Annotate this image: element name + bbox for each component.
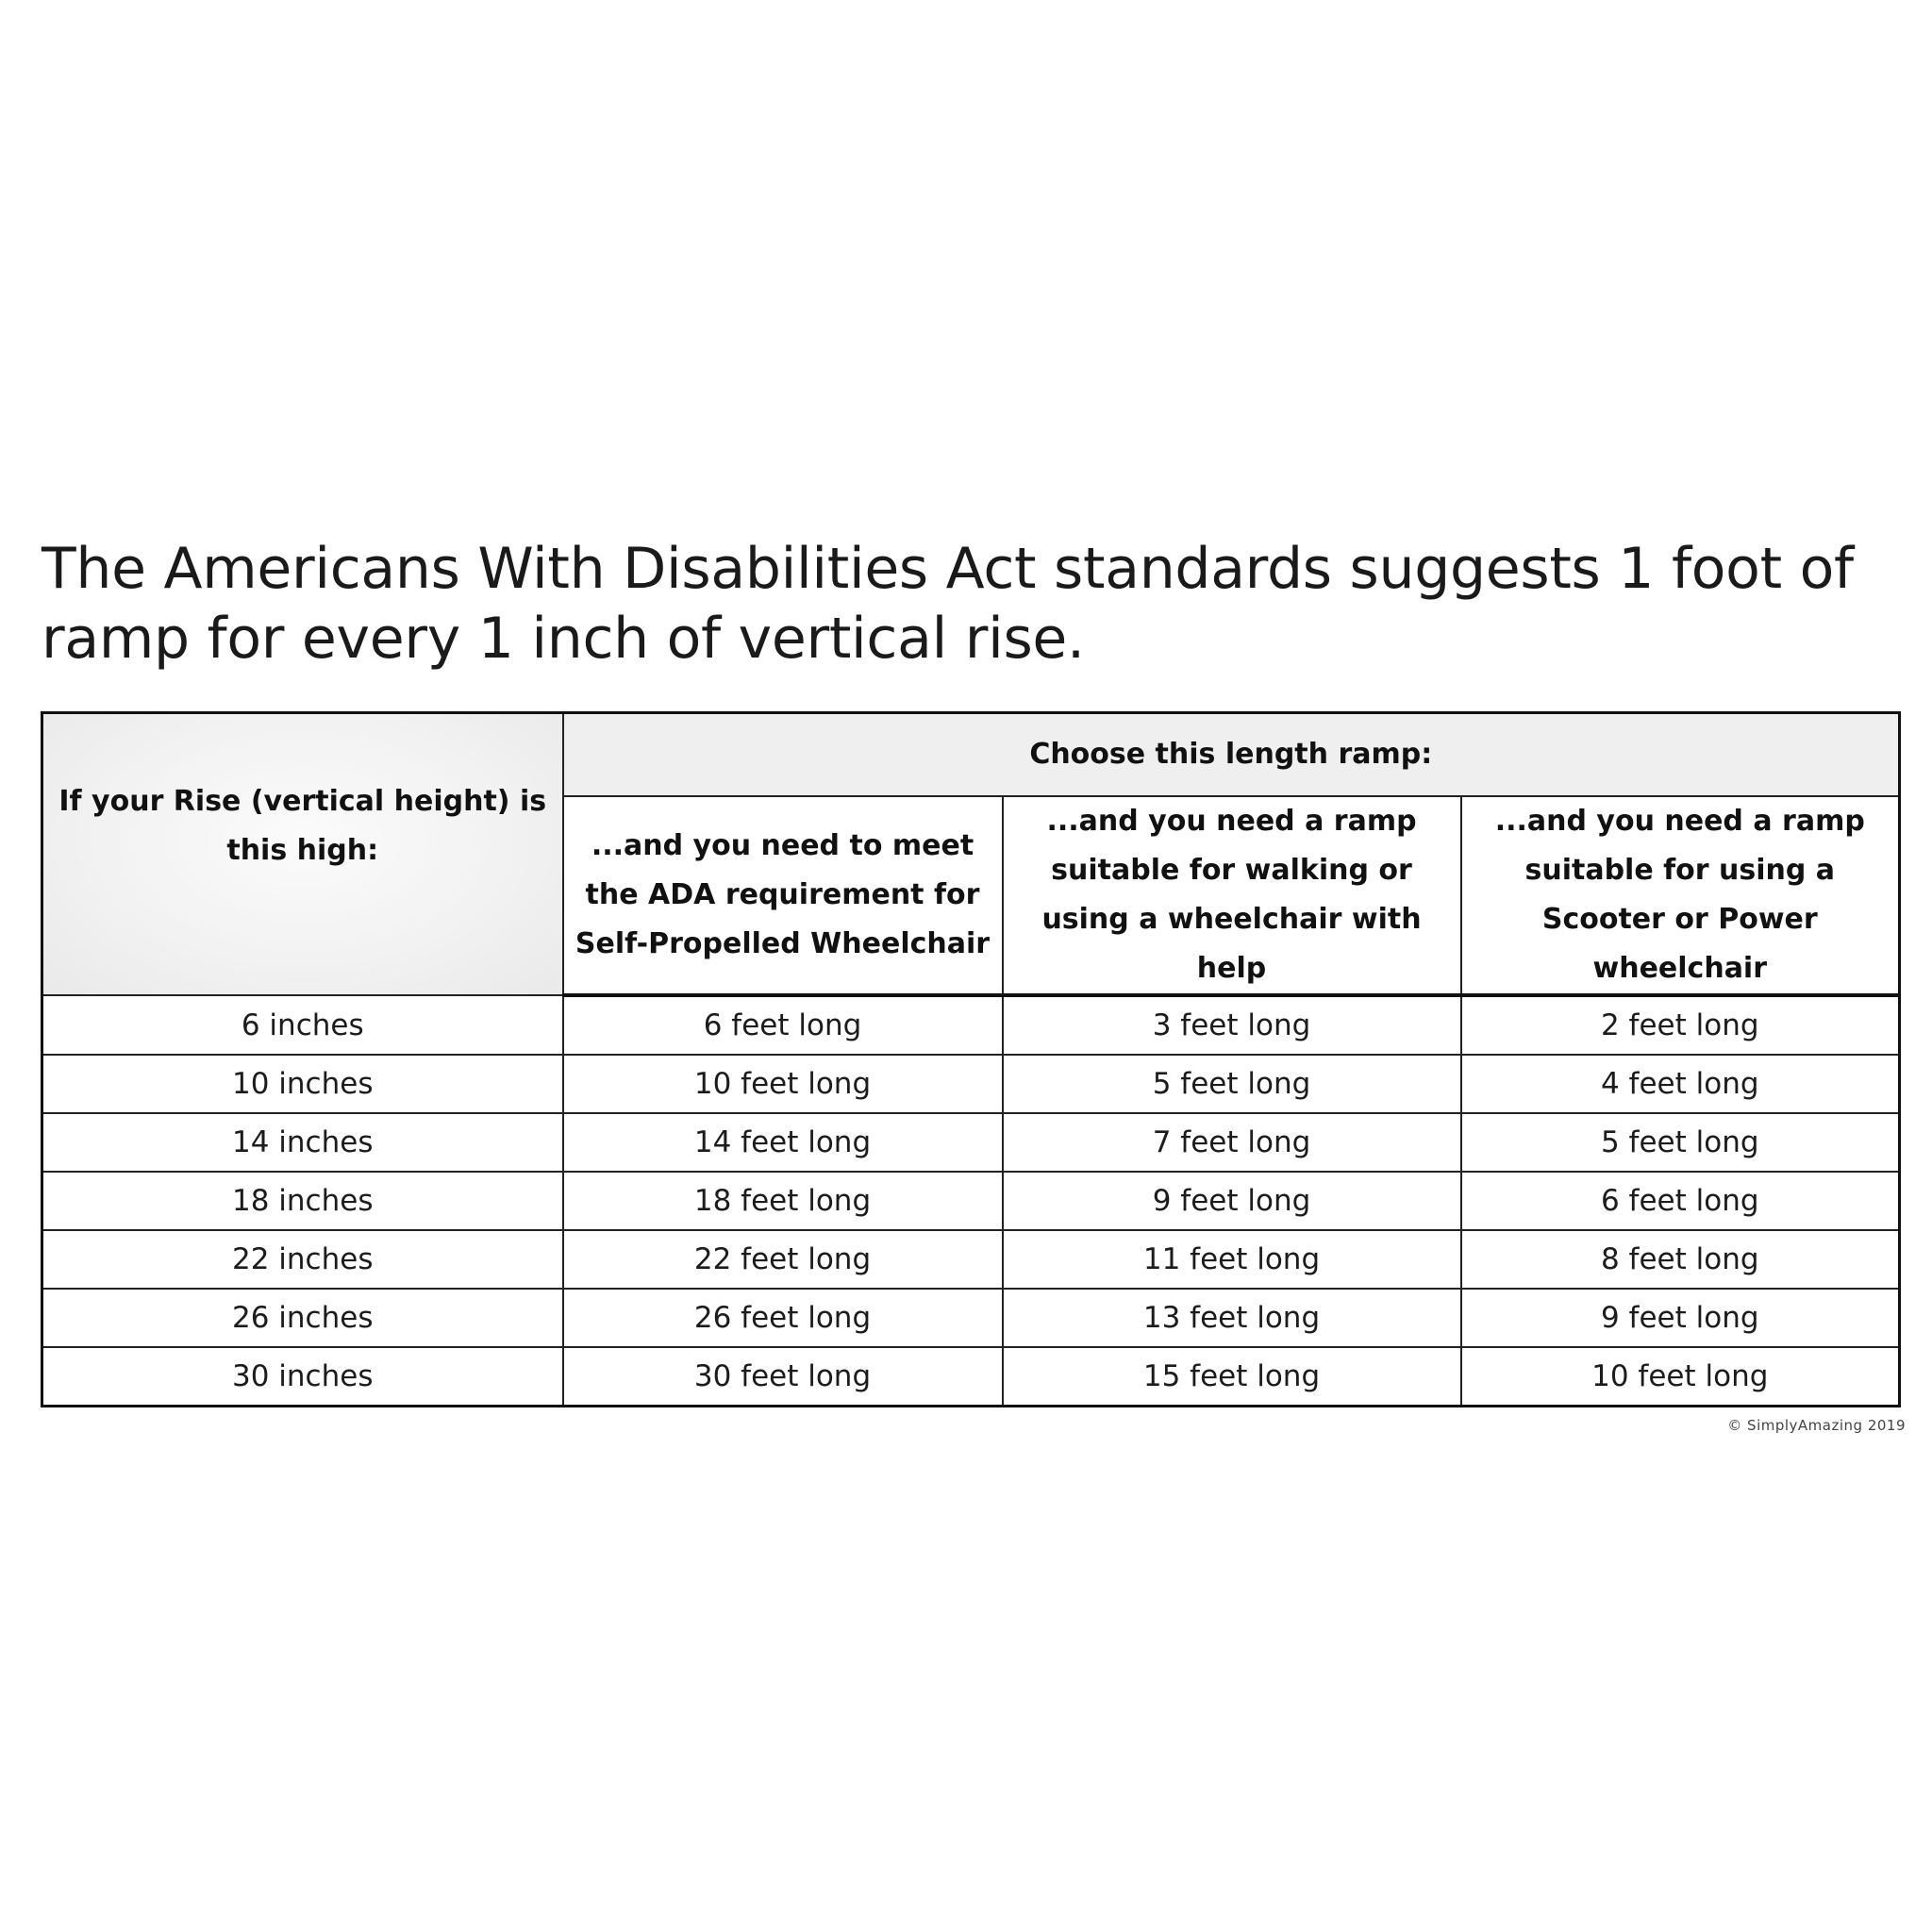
ada-wheelchair-column-header: ...and you need to meet the ADA requirement for Self-Propelled Wheelchair bbox=[563, 796, 1003, 995]
rise-cell: 26 inches bbox=[42, 1289, 563, 1347]
table-row bbox=[42, 995, 1900, 1055]
table-row bbox=[42, 1055, 1900, 1113]
scooter-length-cell: 4 feet long bbox=[1461, 1055, 1900, 1113]
scooter-length-cell: 9 feet long bbox=[1461, 1289, 1900, 1347]
walking-length-cell: 9 feet long bbox=[1003, 1172, 1461, 1230]
rise-cell: 10 inches bbox=[42, 1055, 563, 1113]
page-title: The Americans With Disabilities Act standards suggests 1 foot of ramp for every 1 inch of vertical rise. bbox=[42, 536, 1854, 672]
walking-assisted-column-header: ...and you need a ramp suitable for walking or using a wheelchair with help bbox=[1003, 796, 1461, 995]
rise-cell: 18 inches bbox=[42, 1172, 563, 1230]
choose-ramp-header: Choose this length ramp: bbox=[563, 713, 1900, 797]
rise-cell: 14 inches bbox=[42, 1113, 563, 1172]
ramp-length-table bbox=[41, 711, 1901, 1407]
ada-length-cell: 6 feet long bbox=[563, 995, 1003, 1055]
rise-cell: 22 inches bbox=[42, 1230, 563, 1289]
table-row bbox=[42, 1347, 1900, 1407]
rise-cell: 30 inches bbox=[42, 1347, 563, 1407]
scooter-length-cell: 6 feet long bbox=[1461, 1172, 1900, 1230]
scooter-length-cell: 8 feet long bbox=[1461, 1230, 1900, 1289]
scooter-length-cell: 2 feet long bbox=[1461, 995, 1900, 1055]
table-row bbox=[42, 1113, 1900, 1172]
walking-length-cell: 15 feet long bbox=[1003, 1347, 1461, 1407]
copyright-notice: © SimplyAmazing 2019 bbox=[1727, 1417, 1906, 1434]
walking-length-cell: 11 feet long bbox=[1003, 1230, 1461, 1289]
table-row bbox=[42, 1172, 1900, 1230]
ada-length-cell: 22 feet long bbox=[563, 1230, 1003, 1289]
rise-cell: 6 inches bbox=[42, 995, 563, 1055]
ada-length-cell: 14 feet long bbox=[563, 1113, 1003, 1172]
rise-column-header: If your Rise (vertical height) is this high: bbox=[42, 713, 563, 996]
walking-length-cell: 3 feet long bbox=[1003, 995, 1461, 1055]
walking-length-cell: 7 feet long bbox=[1003, 1113, 1461, 1172]
walking-length-cell: 13 feet long bbox=[1003, 1289, 1461, 1347]
table-row bbox=[42, 1289, 1900, 1347]
table-row bbox=[42, 1230, 1900, 1289]
walking-length-cell: 5 feet long bbox=[1003, 1055, 1461, 1113]
scooter-length-cell: 5 feet long bbox=[1461, 1113, 1900, 1172]
scooter-power-column-header: ...and you need a ramp suitable for using a Scooter or Power wheelchair bbox=[1461, 796, 1900, 995]
ada-length-cell: 26 feet long bbox=[563, 1289, 1003, 1347]
ada-length-cell: 18 feet long bbox=[563, 1172, 1003, 1230]
ada-length-cell: 10 feet long bbox=[563, 1055, 1003, 1113]
scooter-length-cell: 10 feet long bbox=[1461, 1347, 1900, 1407]
ada-length-cell: 30 feet long bbox=[563, 1347, 1003, 1407]
